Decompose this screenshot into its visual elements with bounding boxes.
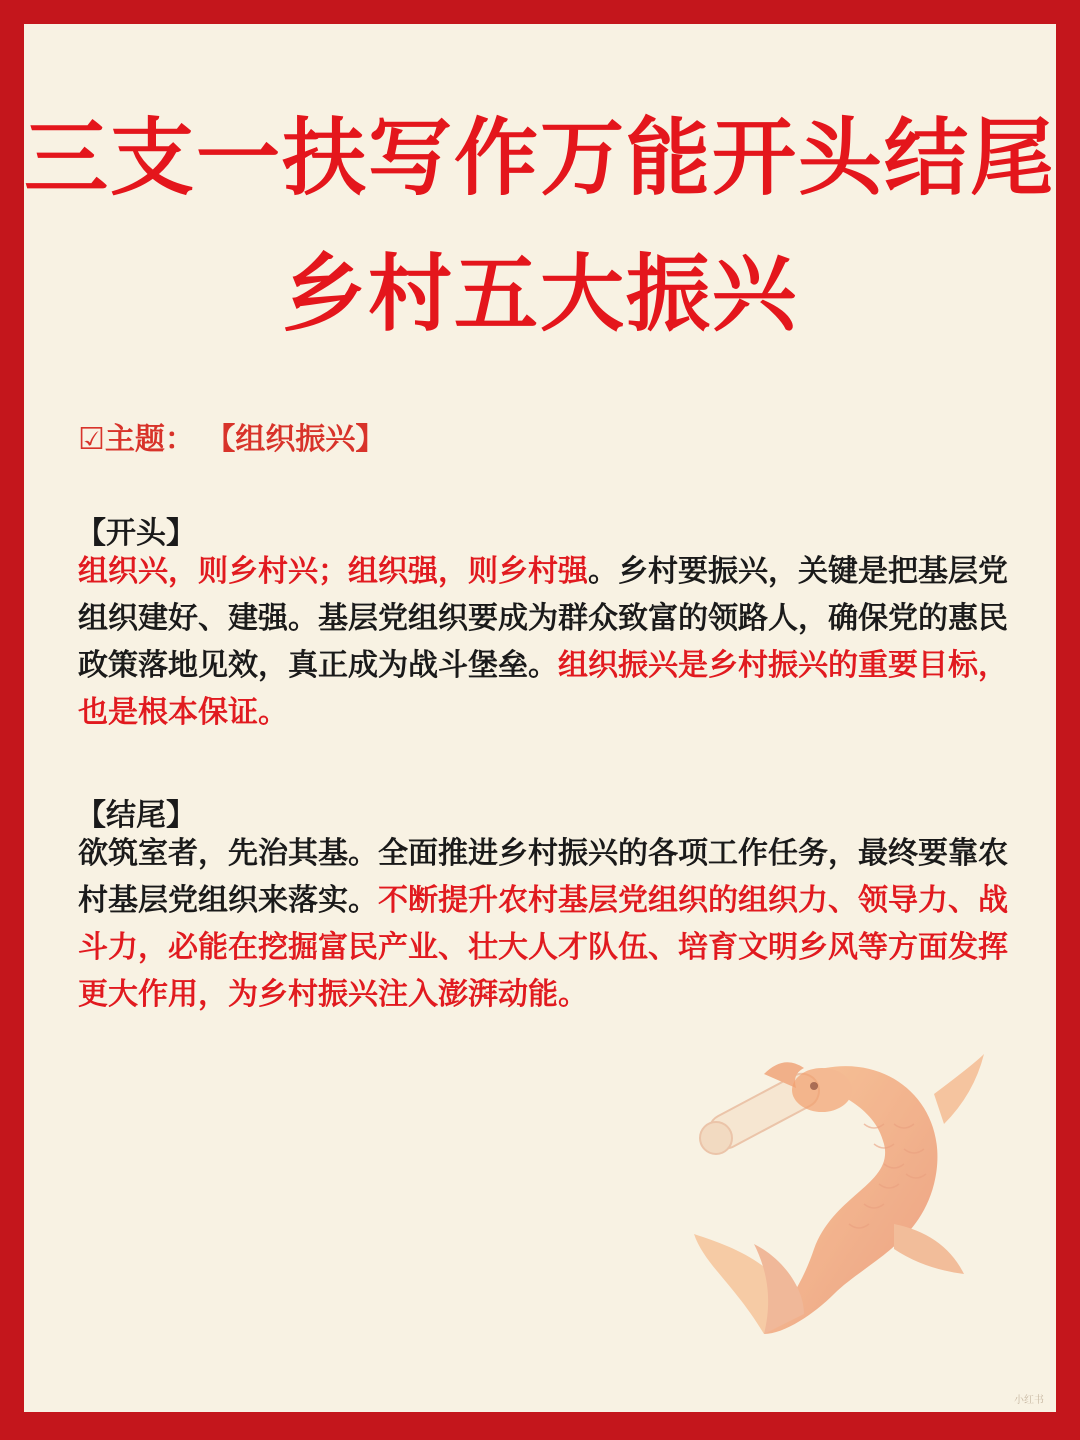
closing-segment: 欲筑室者，先治其基。全面推进乡村振兴的各项工作任务，最终要靠农村基层党组织来落实。 (78, 836, 1008, 918)
watermark: 小红书 (1014, 1395, 1044, 1406)
theme-line (78, 414, 385, 458)
closing-heading: 【结尾】 (76, 798, 196, 833)
theme-value: 【组织振兴】 (205, 422, 386, 457)
opening-heading: 【开头】 (76, 516, 196, 551)
checkbox-icon: ☑ (78, 422, 105, 457)
closing-segment: 不断提升农村基层党组织的组织力、领导力、战斗力，必能在挖掘富民产业、壮大人才队伍、培育文明乡风等方面发挥更大作用，为乡村振兴注入澎湃动能。 (78, 883, 1008, 1012)
page-card (24, 24, 1056, 1412)
koi-fish-with-scroll-icon (694, 1034, 994, 1354)
page-title-line-2: 乡村五大振兴 (281, 245, 798, 343)
opening-paragraph (78, 548, 1008, 736)
closing-paragraph (78, 830, 1008, 1018)
opening-segment: 。乡村要振兴，关键是把基层党组织建好、建强。基层党组织要成为群众致富的领路人，确保党的惠民政策落地见效，真正成为战斗堡垒。 (78, 554, 1008, 683)
page-title-line-1: 三支一扶写作万能开头结尾 (24, 109, 1056, 207)
opening-segment: 组织兴，则乡村兴；组织强，则乡村强 (78, 554, 588, 589)
opening-segment: 组织振兴是乡村振兴的重要目标，也是根本保证。 (78, 648, 1008, 730)
theme-label: 主题： (104, 422, 195, 457)
